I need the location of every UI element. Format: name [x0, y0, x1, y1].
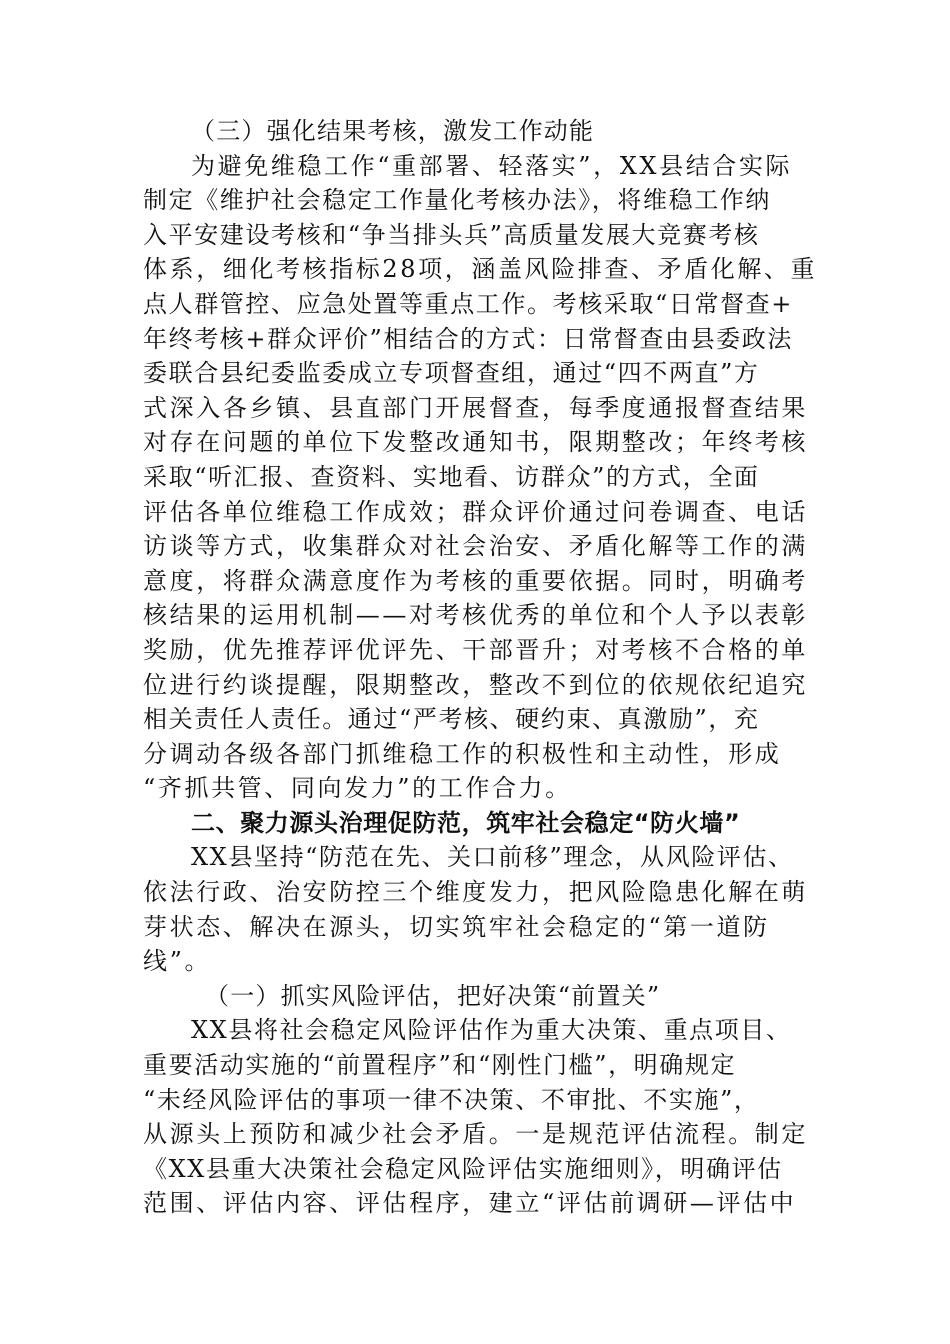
paragraph-line: 重要活动实施的“前置程序”和“刚性门槛”，明确规定	[143, 1051, 737, 1080]
paragraph-line: 式深入各乡镇、县直部门开展督查，每季度通报督查结果	[143, 393, 808, 422]
paragraph-line: 点人群管控、应急处置等重点工作。考核采取“日常督查+	[143, 289, 793, 318]
section-heading-3-1: （一）抓实风险评估，把好决策“前置关”	[205, 981, 661, 1010]
paragraph-line: 采取“听汇报、查资料、实地看、访群众”的方式，全面	[143, 462, 760, 491]
paragraph-line: 从源头上预防和减少社会矛盾。一是规范评估流程。制定	[143, 1120, 808, 1149]
paragraph-line: 分调动各级各部门抓维稳工作的积极性和主动性，形成	[143, 739, 782, 768]
paragraph-line: 范围、评估内容、评估程序，建立“评估前调研—评估中	[143, 1189, 797, 1218]
paragraph-line: 位进行约谈提醒，限期整改，整改不到位的依规依纪追究	[143, 670, 808, 699]
paragraph-line: 核结果的运用机制——对考核优秀的单位和个人予以表彰	[143, 601, 808, 630]
paragraph-line: 入平安建设考核和“争当排头兵”高质量发展大竞赛考核	[143, 220, 760, 249]
paragraph-line: 依法行政、治安防控三个维度发力，把风险隐患化解在萌	[143, 878, 808, 907]
paragraph-line: 奖励，优先推荐评优评先、干部晋升；对考核不合格的单	[143, 635, 808, 664]
paragraph-line: 《XX县重大决策社会稳定风险评估实施细则》，明确评估	[143, 1154, 783, 1183]
paragraph-line: 评估各单位维稳工作成效；群众评价通过问卷调查、电话	[143, 497, 808, 526]
paragraph-line: 线”。	[143, 947, 212, 976]
paragraph-line: 年终考核+群众评价”相结合的方式：日常督查由县委政法	[143, 324, 793, 353]
section-heading-3-3: （三）强化结果考核，激发工作动能	[191, 117, 595, 145]
paragraph-line: 为避免维稳工作“重部署、轻落实”，XX县结合实际	[191, 151, 793, 180]
paragraph-line: XX县将社会稳定风险评估作为重大决策、重点项目、	[191, 1016, 792, 1045]
paragraph-line: XX县坚持“防范在先、关口前移”理念，从风险评估、	[191, 843, 794, 872]
document-body	[143, 114, 818, 1221]
paragraph-line: 制定《维护社会稳定工作量化考核办法》，将维稳工作纳	[143, 186, 771, 215]
paragraph-line: 访谈等方式，收集群众对社会治安、矛盾化解等工作的满	[143, 532, 808, 561]
paragraph-line: “未经风险评估的事项一律不决策、不审批、不实施”，	[143, 1085, 760, 1114]
paragraph-line: 体系，细化考核指标28项，涵盖风险排查、矛盾化解、重	[143, 255, 818, 284]
paragraph-line: 相关责任人责任。通过“严考核、硬约束、真激励”，充	[143, 705, 760, 734]
paragraph-line: “齐抓共管、同向发力”的工作合力。	[143, 774, 572, 803]
section-heading-2: 二、聚力源头治理促防范，筑牢社会稳定“防火墙”	[191, 808, 741, 837]
paragraph-line: 对存在问题的单位下发整改通知书，限期整改；年终考核	[143, 428, 808, 457]
paragraph-line: 委联合县纪委监委成立专项督查组，通过“四不两直”方	[143, 359, 760, 388]
paragraph-line: 芽状态、解决在源头，切实筑牢社会稳定的“第一道防	[143, 912, 770, 941]
paragraph-line: 意度，将群众满意度作为考核的重要依据。同时，明确考	[143, 566, 808, 595]
